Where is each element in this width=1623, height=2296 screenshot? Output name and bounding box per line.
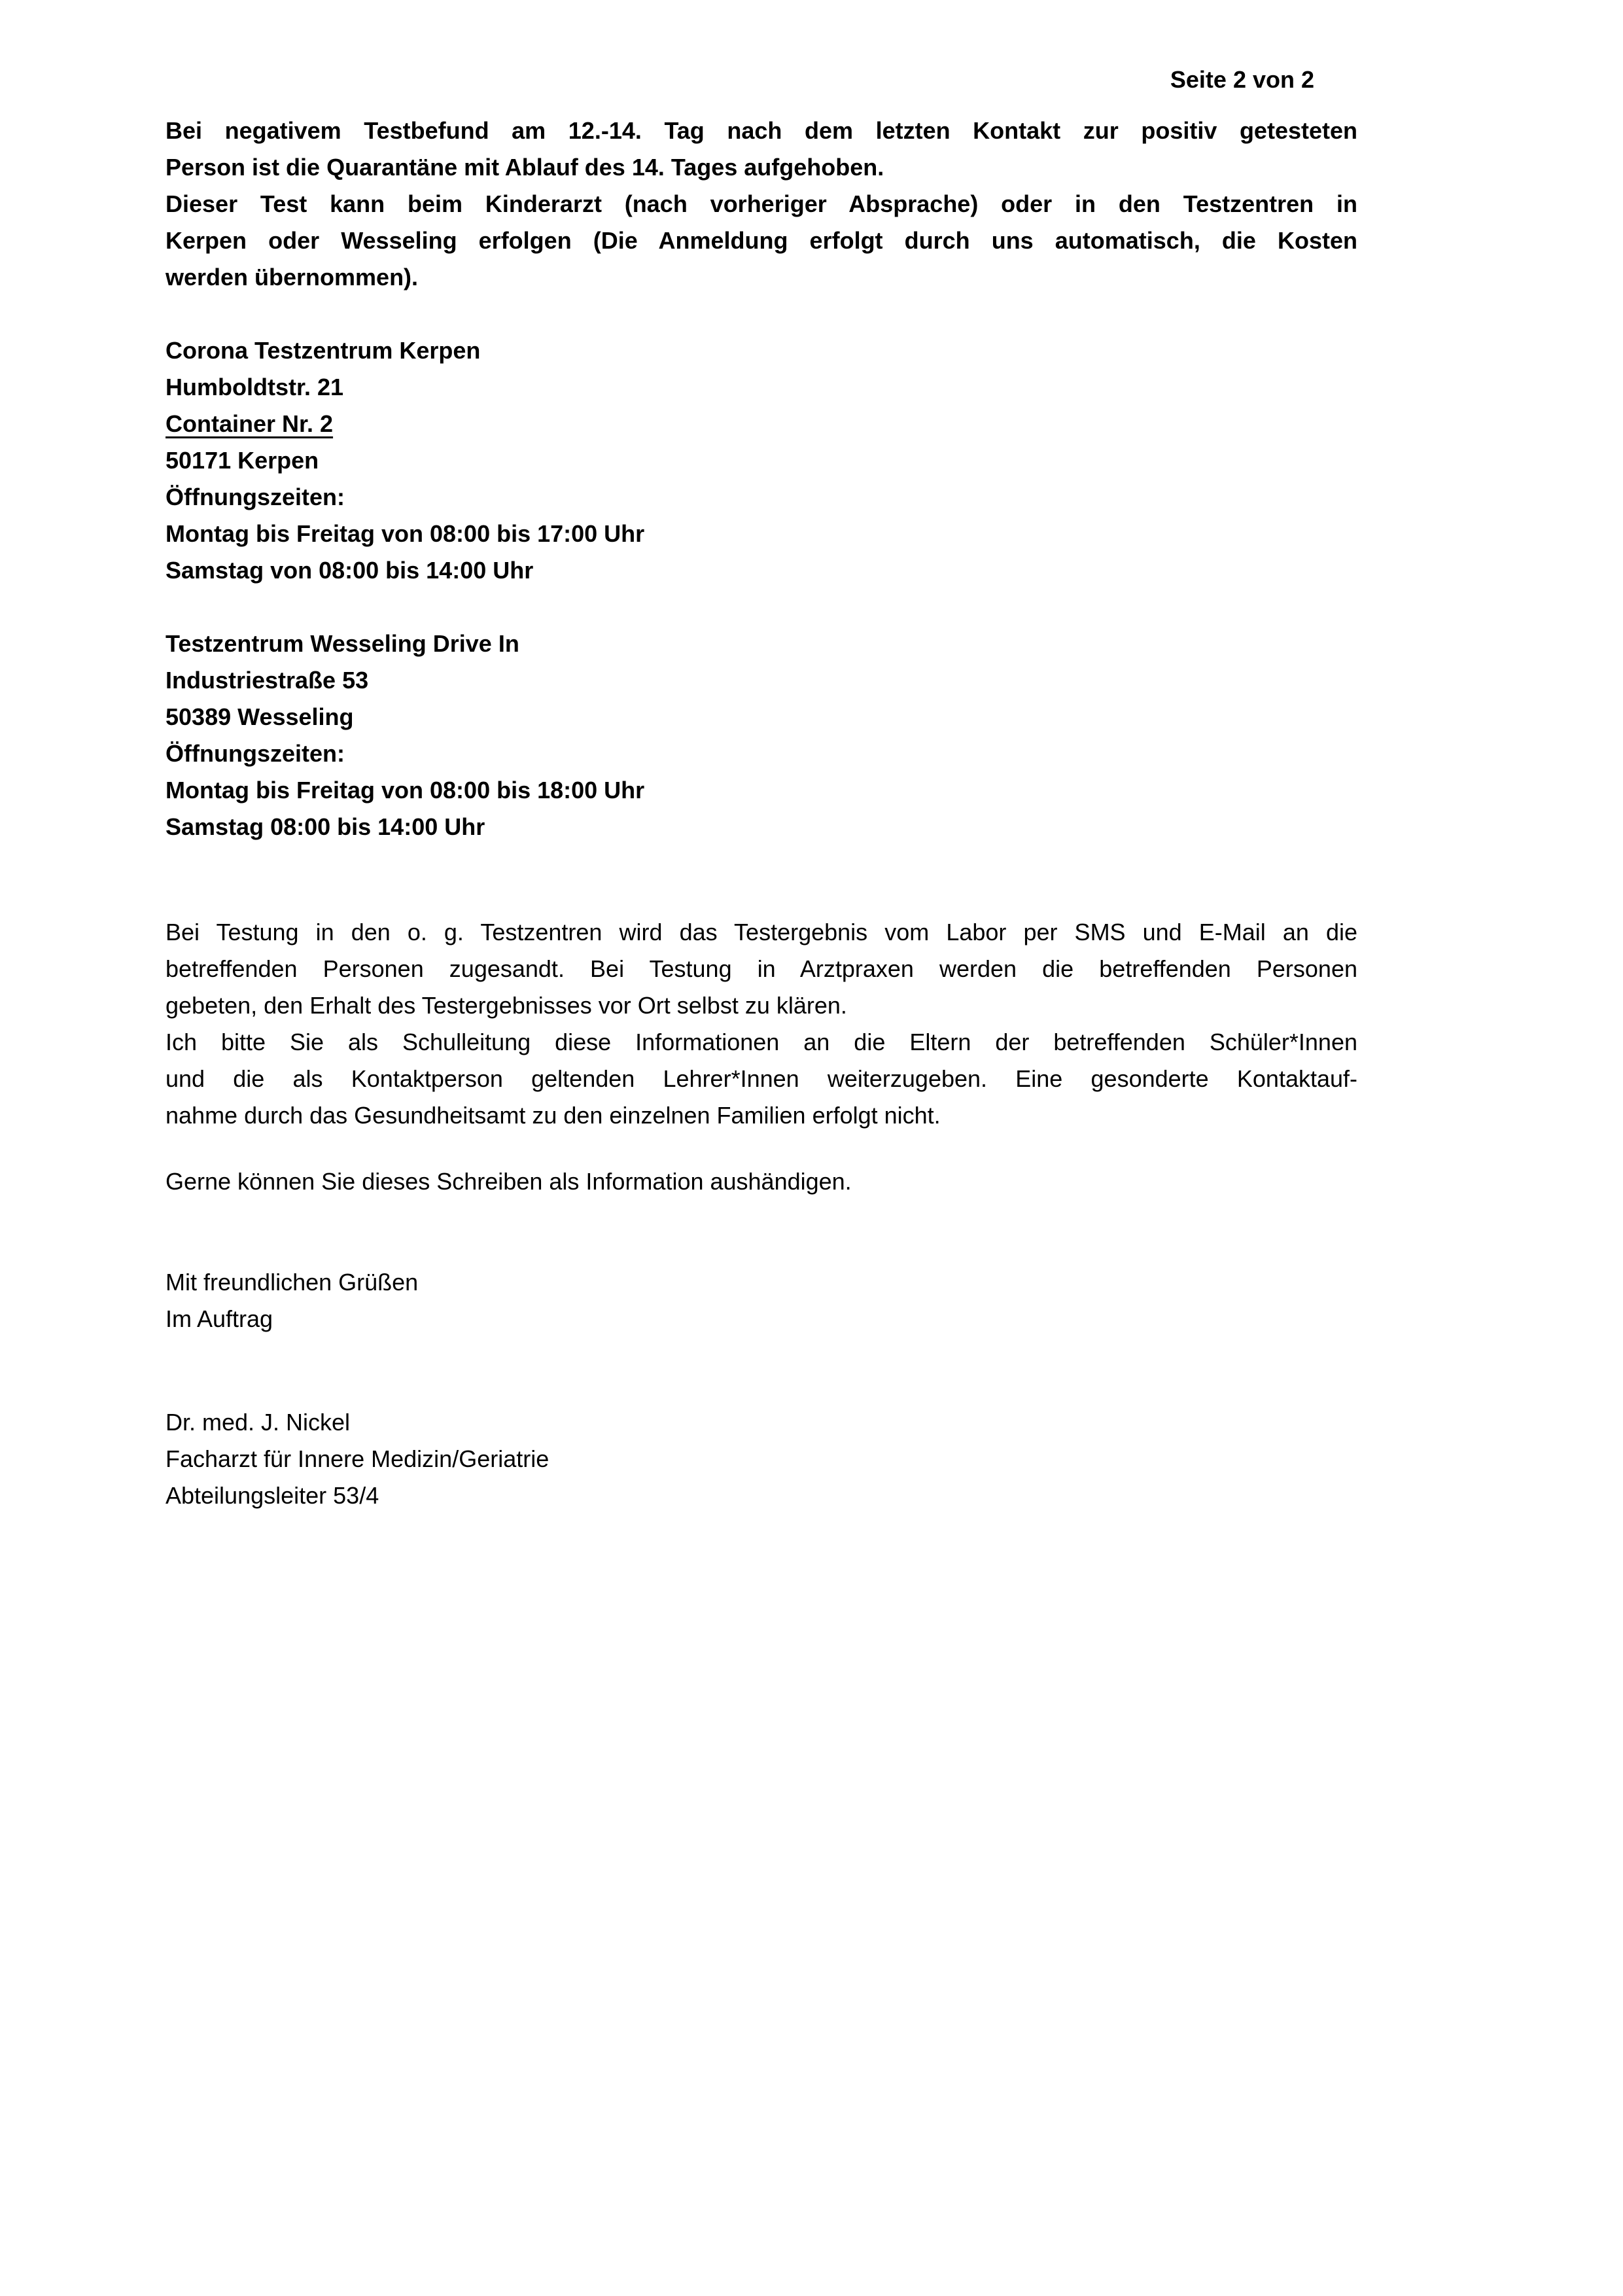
center-city: 50171 Kerpen [166,447,319,474]
opening-hours-weekdays: Montag bis Freitag von 08:00 bis 17:00 Uhr [166,520,645,547]
test-center-kerpen [166,332,1357,589]
paragraph-line: Person ist die Quarantäne mit Ablauf des 14. Tages aufgehoben. [166,154,884,181]
paragraph-line: betreffenden Personen zugesandt. Bei Testung in Arztpraxen werden die betreffenden Personen [166,955,1357,982]
test-center-wesseling [166,626,1357,845]
signer-name: Dr. med. J. Nickel [166,1409,351,1436]
paragraph-line: Ich bitte Sie als Schulleitung diese Informationen an die Eltern der betreffenden Schüler*Innen [166,1029,1357,1055]
handout-note: Gerne können Sie dieses Schreiben als Information aushändigen. [166,1168,852,1195]
opening-hours-label: Öffnungszeiten: [166,484,345,510]
signature-block [166,1404,1357,1514]
page-number-header: Seite 2 von 2 [1170,66,1314,93]
opening-hours-weekdays: Montag bis Freitag von 08:00 bis 18:00 Uhr [166,777,645,804]
paragraph-quarantine [166,113,1357,186]
paragraph-line: Kerpen oder Wesseling erfolgen (Die Anmeldung erfolgt durch uns automatisch, die Kosten [166,227,1357,254]
center-name: Corona Testzentrum Kerpen [166,337,481,364]
paragraph-line: werden übernommen). [166,264,419,291]
signer-title: Facharzt für Innere Medizin/Geriatrie [166,1445,550,1472]
opening-hours-label: Öffnungszeiten: [166,740,345,767]
paragraph-line: Bei negativem Testbefund am 12.-14. Tag nach dem letzten Kontakt zur positiv getesteten [166,117,1357,144]
closing-block [166,1264,1357,1337]
paragraph-results-delivery [166,914,1357,1024]
paragraph-line: nahme durch das Gesundheitsamt zu den einzelnen Familien erfolgt nicht. [166,1102,941,1129]
opening-hours-saturday: Samstag 08:00 bis 14:00 Uhr [166,813,485,840]
center-container-note: Container Nr. 2 [166,410,334,437]
paragraph-school-request [166,1024,1357,1134]
opening-hours-saturday: Samstag von 08:00 bis 14:00 Uhr [166,557,534,584]
center-city: 50389 Wesseling [166,703,354,730]
signer-role: Abteilungsleiter 53/4 [166,1482,379,1509]
paragraph-test-location [166,186,1357,296]
center-street: Industriestraße 53 [166,667,369,694]
paragraph-line: und die als Kontaktperson geltenden Lehrer*Innen weiterzugeben. Eine gesonderte Kontaktauf- [166,1065,1357,1092]
center-street: Humboldtstr. 21 [166,374,344,400]
paragraph-line: Bei Testung in den o. g. Testzentren wird das Testergebnis vom Labor per SMS und E-Mail an die [166,919,1357,945]
paragraph-line: Dieser Test kann beim Kinderarzt (nach vorheriger Absprache) oder in den Testzentren in [166,190,1357,217]
center-name: Testzentrum Wesseling Drive In [166,630,519,657]
closing-salutation: Mit freundlichen Grüßen [166,1269,419,1296]
closing-on-behalf: Im Auftrag [166,1305,273,1332]
paragraph-line: gebeten, den Erhalt des Testergebnisses vor Ort selbst zu klären. [166,992,847,1019]
